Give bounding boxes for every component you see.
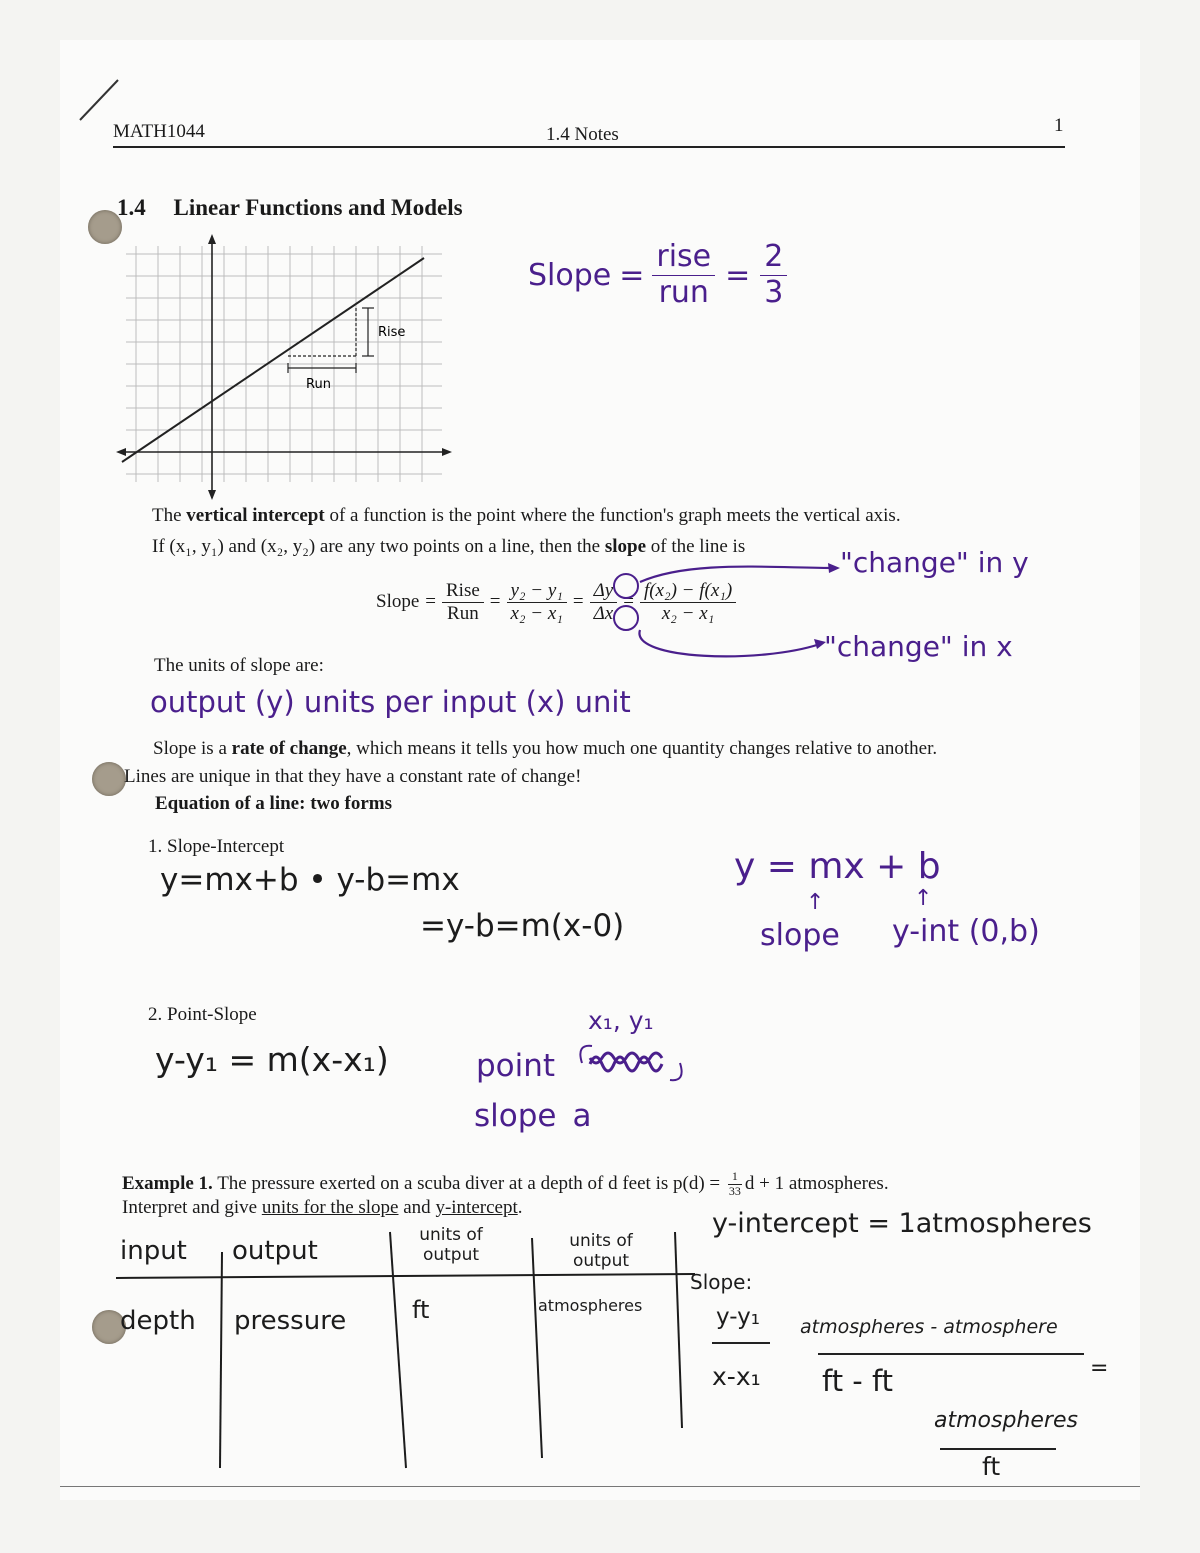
hand-slope-def: [528, 240, 787, 310]
arrow-yint: ↑: [914, 886, 933, 911]
x-axis-arrow-left: [116, 448, 126, 456]
section-heading: [117, 195, 463, 221]
form2-label: 2. Point-Slope: [148, 1004, 257, 1025]
eq-forms-heading: Equation of a line: two forms: [155, 793, 392, 814]
ps-form: y-y₁ = m(x-x₁): [155, 1040, 389, 1079]
change-in-y: "change" in y: [840, 546, 1029, 579]
notes-title: 1.4 Notes: [546, 124, 619, 145]
hand-rise: rise: [652, 240, 715, 276]
row-input: depth: [120, 1306, 196, 1336]
hand-run: run: [658, 274, 709, 310]
col-output: output: [232, 1236, 318, 1266]
hand-slope-word: Slope: [528, 257, 612, 293]
units-answer: output (y) units per input (x) unit: [150, 685, 631, 719]
ps-x1y1: x₁, y₁: [588, 1006, 654, 1035]
scribble: [572, 1038, 690, 1088]
atm-diff: atmospheres - atmosphere: [800, 1316, 1058, 1338]
row-units-atm: atmospheres: [538, 1296, 643, 1315]
units-question: The units of slope are:: [154, 655, 324, 676]
intercept-sentence: The vertical intercept of a function is the point where the function's graph meets the vertical axis.: [152, 505, 901, 526]
form1-label: 1. Slope-Intercept: [148, 836, 285, 857]
slope-colon: Slope:: [690, 1270, 753, 1294]
col-units-output-2: units of output: [569, 1231, 633, 1271]
example-statement: Example 1. The pressure exerted on a scuba diver at a depth of d feet is p(d) = $\frac{1}{33}$ d + 1 atmospheres.: [122, 1169, 889, 1198]
formula-slope: Slope: [376, 591, 420, 613]
slope-label: slope: [760, 918, 840, 953]
course-code: MATH1044: [113, 121, 205, 142]
slope-formula: Slope = $\frac{\text{Rise}}{\text{Run}}$ = $\frac{\text{y₂ − y₁}}{\text{x₂ − x₁}}$ = $\frac{\Delta y}{\Delta x}$ = $\frac{\text{f(x₂) − f(x₁)}}{\text{x₂ − x₁}}$: [376, 580, 736, 625]
rate-sentence: Slope is a rate of change, which means it tells you how much one quantity changes relative to another.: [153, 738, 938, 759]
page-number: 1: [1054, 115, 1064, 136]
change-in-x: "change" in x: [824, 630, 1013, 663]
hand-eq: =: [619, 257, 645, 293]
si-work-2: =y-b=m(x-0): [420, 908, 625, 944]
rise-label: Rise: [378, 325, 406, 340]
row-output: pressure: [234, 1306, 347, 1336]
col-input: input: [120, 1236, 187, 1266]
y-axis-arrow-up: [208, 234, 216, 244]
pen-mark: [76, 76, 126, 126]
row-units-ft: ft: [412, 1296, 430, 1324]
yintercept-answer: y-intercept = 1atmospheres: [712, 1208, 1092, 1239]
yint-label: y-int (0,b): [892, 914, 1040, 949]
si-form: y = mx + b: [734, 846, 941, 887]
header-rule: [113, 146, 1065, 148]
x-axis-arrow-right: [442, 448, 452, 456]
y-axis-arrow-down: [208, 490, 216, 500]
arrow-slope: ↑: [806, 890, 825, 915]
section-number: 1.4: [117, 195, 146, 220]
frac-yy: y-y₁: [716, 1304, 760, 1330]
hand-two: 2: [760, 240, 787, 276]
section-title: Linear Functions and Models: [173, 195, 463, 220]
ft-result: ft: [982, 1452, 1001, 1481]
hand-eq2: =: [725, 257, 751, 293]
atm-result: atmospheres: [934, 1408, 1078, 1433]
equals-sign: =: [1090, 1356, 1109, 1381]
punch-hole: [92, 762, 126, 796]
frac-xx: x-x₁: [712, 1362, 761, 1391]
si-work-1: y=mx+b • y-b=mx: [160, 862, 460, 898]
graph-line: [122, 258, 424, 462]
slope-def-sentence: If (x₁, y₁) and (x₂, y₂) are any two points on a line, then the slope of the line is: [152, 536, 746, 557]
ft-diff: ft - ft: [822, 1364, 894, 1398]
ps-slope: slope a: [474, 1098, 592, 1134]
lines-unique: Lines are unique in that they have a constant rate of change!: [124, 766, 582, 787]
ps-point: point: [476, 1048, 556, 1084]
rise-run-figure: [112, 232, 462, 502]
run-label: Run: [306, 377, 331, 392]
col-units-output-1: units of output: [419, 1225, 483, 1265]
bottom-edge: [60, 1486, 1140, 1487]
change-arrows: [600, 560, 860, 670]
example-line2: Interpret and give units for the slope and y-intercept.: [122, 1197, 523, 1218]
grid: [126, 246, 442, 482]
hand-three: 3: [764, 274, 784, 310]
